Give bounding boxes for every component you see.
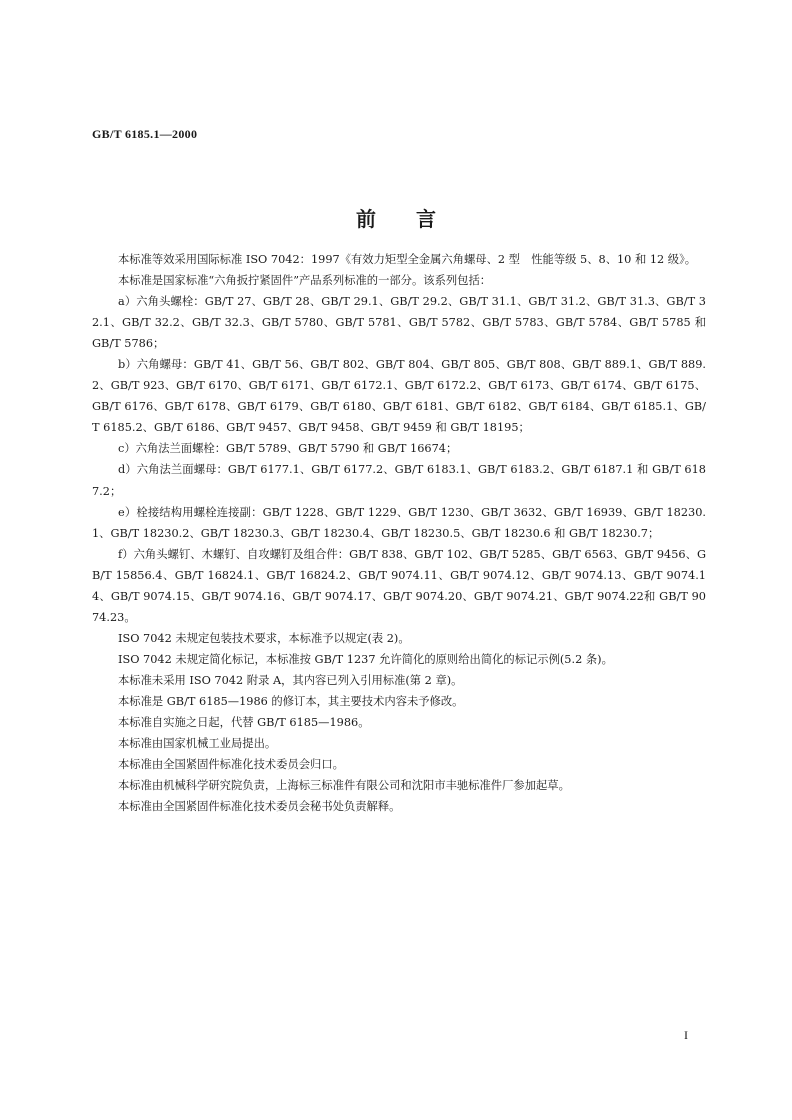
page-title: 前言 [356,207,476,231]
list-item: e）栓接结构用螺栓连接副：GB/T 1228、GB/T 1229、GB/T 1230、GB/T 3632、GB/T 16939、GB/T 18230.1、GB/T 18230.2、GB/T 18230.3、GB/T 18230.4、GB/T 18230.5、GB/T 18230.6 和 GB/T 18230.7； [92,505,706,540]
paragraph: 本标准由国家机械工业局提出。 [118,737,277,751]
standard-code: GB/T 6185.1—2000 [92,127,198,141]
paragraph: 本标准是 GB/T 6185—1986 的修订本，其主要技术内容未予修改。 [118,694,464,708]
paragraph: 本标准未采用 ISO 7042 附录 A，其内容已列入引用标准(第 2 章)。 [118,673,463,687]
paragraph: ISO 7042 未规定简化标记，本标准按 GB/T 1237 允许简化的原则给出简化的标记示例(5.2 条)。 [118,652,613,666]
paragraph: 本标准自实施之日起，代替 GB/T 6185—1986。 [118,716,370,730]
list-item: b）六角螺母：GB/T 41、GB/T 56、GB/T 802、GB/T 804、GB/T 805、GB/T 808、GB/T 889.1、GB/T 889.2、GB/T 923、GB/T 6170、GB/T 6171、GB/T 6172.1、GB/T 6172.2、GB/T 6173、GB/T 6174、GB/T 6175、GB/T 6176、GB/T 6178、GB/T 6179、GB/T 6180、GB/T 6181、GB/T 6182、GB/T 6184、GB/T 6185.1、GB/T 6185.2、GB/T 6186、GB/T 9457、GB/T 9458、GB/T 9459 和 GB/T 18195； [92,358,706,435]
foreword-body [92,249,706,817]
page-number: I [684,1028,688,1042]
paragraph: 本标准由全国紧固件标准化技术委员会归口。 [118,758,344,772]
list-item: a）六角头螺栓：GB/T 27、GB/T 28、GB/T 29.1、GB/T 29.2、GB/T 31.1、GB/T 31.2、GB/T 31.3、GB/T 32.1、GB/T 32.2、GB/T 32.3、GB/T 5780、GB/T 5781、GB/T 5782、GB/T 5783、GB/T 5784、GB/T 5785 和 GB/T 5786； [92,295,706,351]
list-item: c）六角法兰面螺栓：GB/T 5789、GB/T 5790 和 GB/T 16674； [118,442,458,456]
paragraph: 本标准由机械科学研究院负责，上海标三标准件有限公司和沈阳市丰驰标准件厂参加起草。 [118,779,570,793]
paragraph: ISO 7042 未规定包装技术要求，本标准予以规定(表 2)。 [118,631,410,645]
paragraph: 本标准是国家标准“六角扳拧紧固件”产品系列标准的一部分。该系列包括： [118,274,492,288]
list-item: f）六角头螺钉、木螺钉、自攻螺钉及组合件：GB/T 838、GB/T 102、GB/T 5285、GB/T 6563、GB/T 9456、GB/T 15856.4、GB/T 16824.1、GB/T 16824.2、GB/T 9074.11、GB/T 9074.12、GB/T 9074.13、GB/T 9074.14、GB/T 9074.15、GB/T 9074.16、GB/T 9074.17、GB/T 9074.20、GB/T 9074.21、GB/T 9074.22和 GB/T 9074.23。 [92,547,706,624]
paragraph: 本标准等效采用国际标准 ISO 7042：1997《有效力矩型全金属六角螺母、2 型 性能等级 5、8、10 和 12 级》。 [118,253,697,266]
list-item: d）六角法兰面螺母：GB/T 6177.1、GB/T 6177.2、GB/T 6183.1、GB/T 6183.2、GB/T 6187.1 和 GB/T 6187.2； [92,463,706,498]
paragraph: 本标准由全国紧固件标准化技术委员会秘书处负责解释。 [118,800,401,814]
